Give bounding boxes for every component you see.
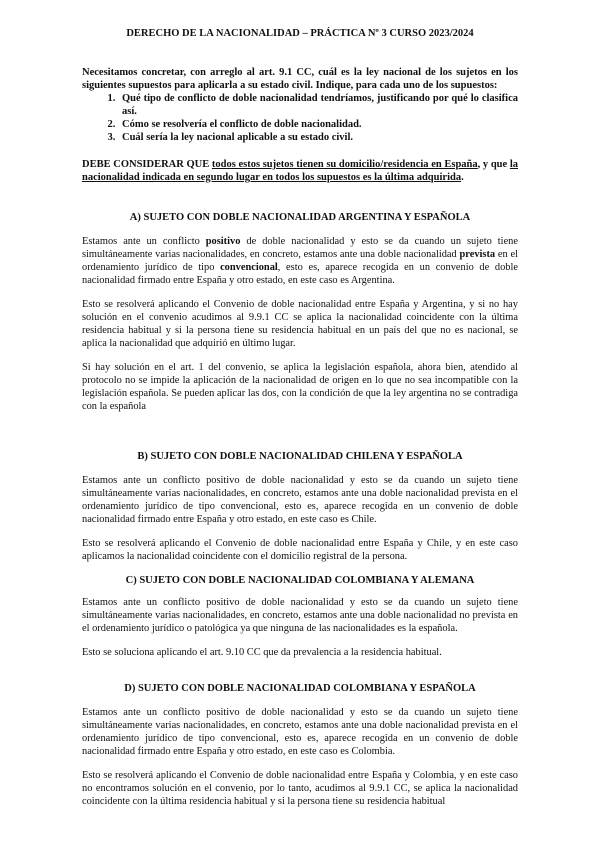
section-a-paragraph-1: Estamos ante un conflicto positivo de doble nacionalidad y esto se da cuando un sujeto tiene simultáneamente varias nacionalidades, en concreto, estamos ante una doble nacionalidad prevista en el ordenamiento jurídico de tipo convencional, esto es, aparece recogida en un convenio de doble nacionalidad firmado entre España y otro estado, en este caso es Argentina. [82,236,518,286]
section-c-paragraph-1: Estamos ante un conflicto positivo de doble nacionalidad y esto se da cuando un sujeto tiene simultáneamente varias nacionalidades, en concreto, estamos ante una doble nacionalidad no prevista en el ordenamiento jurídico o patológica ya que ninguna de las nacionalidades es la española. [82,597,518,634]
question-list [82,92,518,144]
section-d-paragraph-1: Estamos ante un conflicto positivo de doble nacionalidad y esto se da cuando un sujeto tiene simultáneamente varias nacionalidades, en concreto, estamos ante una doble nacionalidad prevista en el ordenamiento jurídico de tipo convencional, esto es, aparece recogida en un convenio de doble nacionalidad firmado entre España y otro estado, en este caso es Colombia. [82,707,518,757]
instructions: Necesitamos concretar, con arreglo al art. 9.1 CC, cuál es la ley nacional de los sujetos en los siguientes supuestos para aplicarla a su estado civil. Indique, para cada uno de los supuestos: [82,67,518,91]
section-c-heading: C) SUJETO CON DOBLE NACIONALIDAD COLOMBIANA Y ALEMANA [125,575,475,586]
section-b-paragraph-2: Esto se resolverá aplicando el Convenio de doble nacionalidad entre España y Chile, y en este caso aplicamos la nacionalidad coincidente con el domicilio registral de la persona. [82,538,518,562]
question-item: 2. Cómo se resolvería el conflicto de doble nacionalidad. [118,118,518,131]
page-title: DERECHO DE LA NACIONALIDAD – PRÁCTICA Nº 3 CURSO 2023/2024 [126,28,474,39]
question-item: 1. Qué tipo de conflicto de doble nacionalidad tendríamos, justificando por qué lo clasifica así. [118,92,518,118]
section-d-paragraph-2: Esto se resolverá aplicando el Convenio de doble nacionalidad entre España y Colombia, y en este caso no encontramos solución en el convenio, por lo tanto, acudimos al 9.9.1 CC, se aplica la nacionalidad coincidente con la última residencia habitual y si la persona tiene su residencia habitual [82,770,518,807]
section-a-paragraph-3: Si hay solución en el art. 1 del convenio, se aplica la legislación española, ahora bien, atendido al protocolo no se impide la aplicación de la nacionalidad de origen en lo que no sea incompatible con la legislación española. Se pueden aplicar las dos, con la condición de que la ley argentina no se contradiga con la española [82,362,518,412]
question-item: 3. Cuál sería la ley nacional aplicable a su estado civil. [118,131,518,144]
section-b-paragraph-1: Estamos ante un conflicto positivo de doble nacionalidad y esto se da cuando un sujeto tiene simultáneamente varias nacionalidades, en concreto, estamos ante una doble nacionalidad prevista en el ordenamiento jurídico de tipo convencional, esto es, aparece recogida en un convenio de doble nacionalidad firmado entre España y otro estado, en este caso es Chile. [82,475,518,525]
section-b-heading: B) SUJETO CON DOBLE NACIONALIDAD CHILENA Y ESPAÑOLA [137,451,463,462]
consider-note: DEBE CONSIDERAR QUE todos estos sujetos tienen su domicilio/residencia en España, y que la nacionalidad indicada en segundo lugar en todos los supuestos es la última adquirida. [82,159,518,183]
section-c-paragraph-2: Esto se soluciona aplicando el art. 9.10 CC que da prevalencia a la residencia habitual. [82,647,442,658]
section-d-heading: D) SUJETO CON DOBLE NACIONALIDAD COLOMBIANA Y ESPAÑOLA [124,683,476,694]
section-a-heading: A) SUJETO CON DOBLE NACIONALIDAD ARGENTINA Y ESPAÑOLA [129,212,471,223]
section-a-paragraph-2: Esto se resolverá aplicando el Convenio de doble nacionalidad entre España y Argentina, y si no hay solución en el convenio acudimos al 9.9.1 CC se aplica la nacionalidad coincidente con la última residencia habitual y si la persona tiene su residencia habitual en un país del que no es nacional, se aplica la nacionalidad que adquirió en último lugar. [82,299,518,349]
